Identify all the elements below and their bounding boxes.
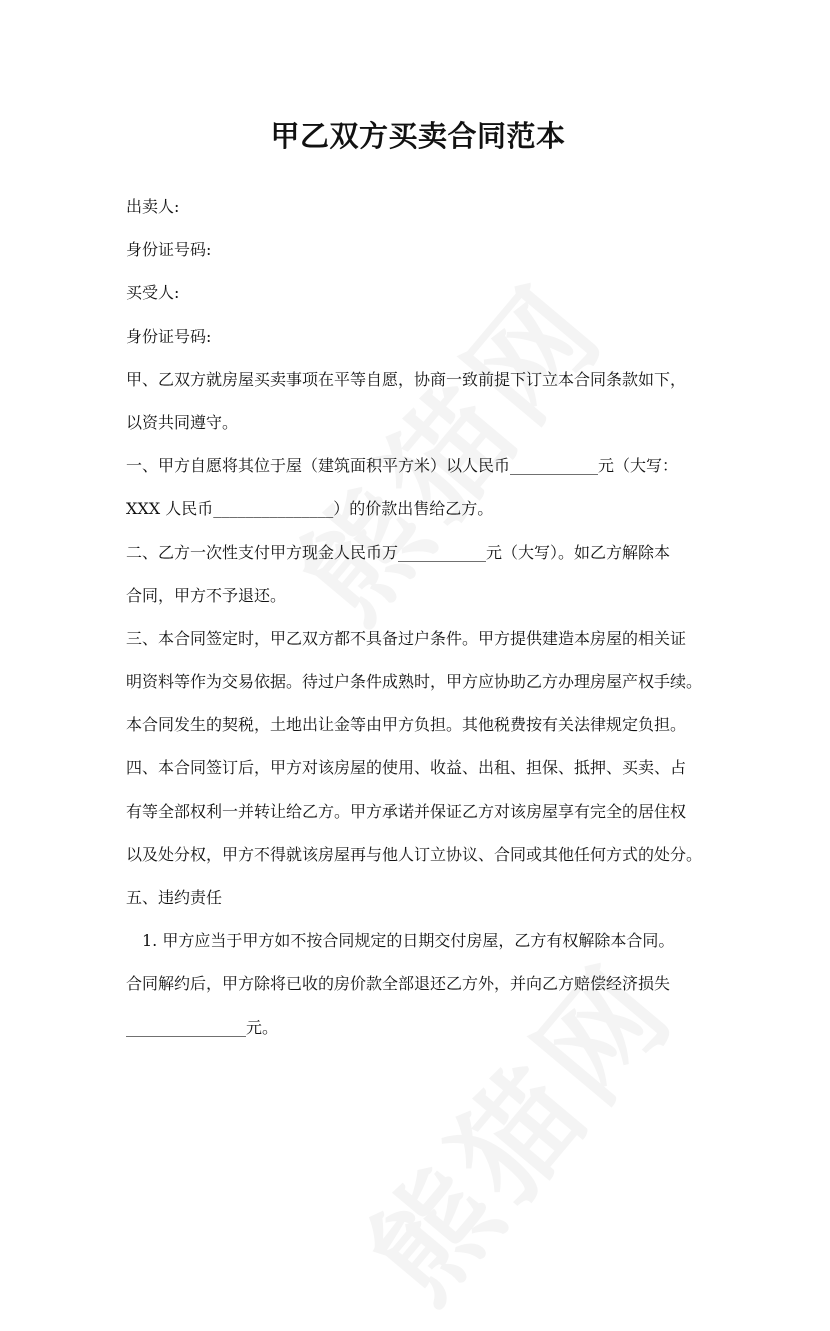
document-title: 甲乙双方买卖合同范本 bbox=[270, 119, 566, 153]
paragraph-line: _______________元。 bbox=[126, 1017, 279, 1037]
paragraph-line: 二、乙方一次性支付甲方现金人民币万___________元（大写）。如乙方解除本 bbox=[126, 542, 671, 562]
paragraph-line: 本合同发生的契税，土地出让金等由甲方负担。其他税费按有关法律规定负担。 bbox=[126, 715, 687, 735]
paragraph-line: 三、本合同签定时，甲乙双方都不具备过户条件。甲方提供建造本房屋的相关证 bbox=[126, 628, 687, 648]
paragraph-line: 明资料等作为交易依据。待过户条件成熟时，甲方应协助乙方办理房屋产权手续。 bbox=[126, 672, 703, 692]
paragraph-line: 以及处分权，甲方不得就该房屋再与他人订立协议、合同或其他任何方式的处分。 bbox=[126, 844, 703, 864]
paragraph-line: 以资共同遵守。 bbox=[126, 412, 239, 432]
seller-line: 出卖人: bbox=[126, 197, 180, 216]
paragraph-line: XXX 人民币_______________）的价款出售给乙方。 bbox=[126, 499, 494, 519]
list-item: 1. 甲方应当于甲方如不按合同规定的日期交付房屋，乙方有权解除本合同。 bbox=[142, 931, 675, 951]
buyer-id-line: 身份证号码: bbox=[126, 326, 212, 346]
paragraph-line: 一、甲方自愿将其位于屋（建筑面积平方米）以人民币___________元（大写： bbox=[126, 456, 679, 476]
buyer-line: 买受人: bbox=[126, 283, 180, 303]
seller-id-line: 身份证号码: bbox=[126, 240, 212, 260]
section-heading: 五、违约责任 bbox=[126, 888, 223, 907]
paragraph-line: 合同，甲方不予退还。 bbox=[126, 585, 287, 605]
document-body bbox=[126, 189, 710, 1053]
paragraph-line: 甲、乙双方就房屋买卖事项在平等自愿，协商一致前提下订立本合同条款如下， bbox=[126, 369, 687, 389]
paragraph-line: 四、本合同签订后，甲方对该房屋的使用、收益、出租、担保、抵押、买卖、占 bbox=[126, 758, 687, 778]
paragraph-line: 有等全部权利一并转让给乙方。甲方承诺并保证乙方对该房屋享有完全的居住权 bbox=[126, 801, 687, 821]
paragraph-line: 合同解约后，甲方除将已收的房价款全部退还乙方外，并向乙方赔偿经济损失 bbox=[126, 974, 671, 994]
